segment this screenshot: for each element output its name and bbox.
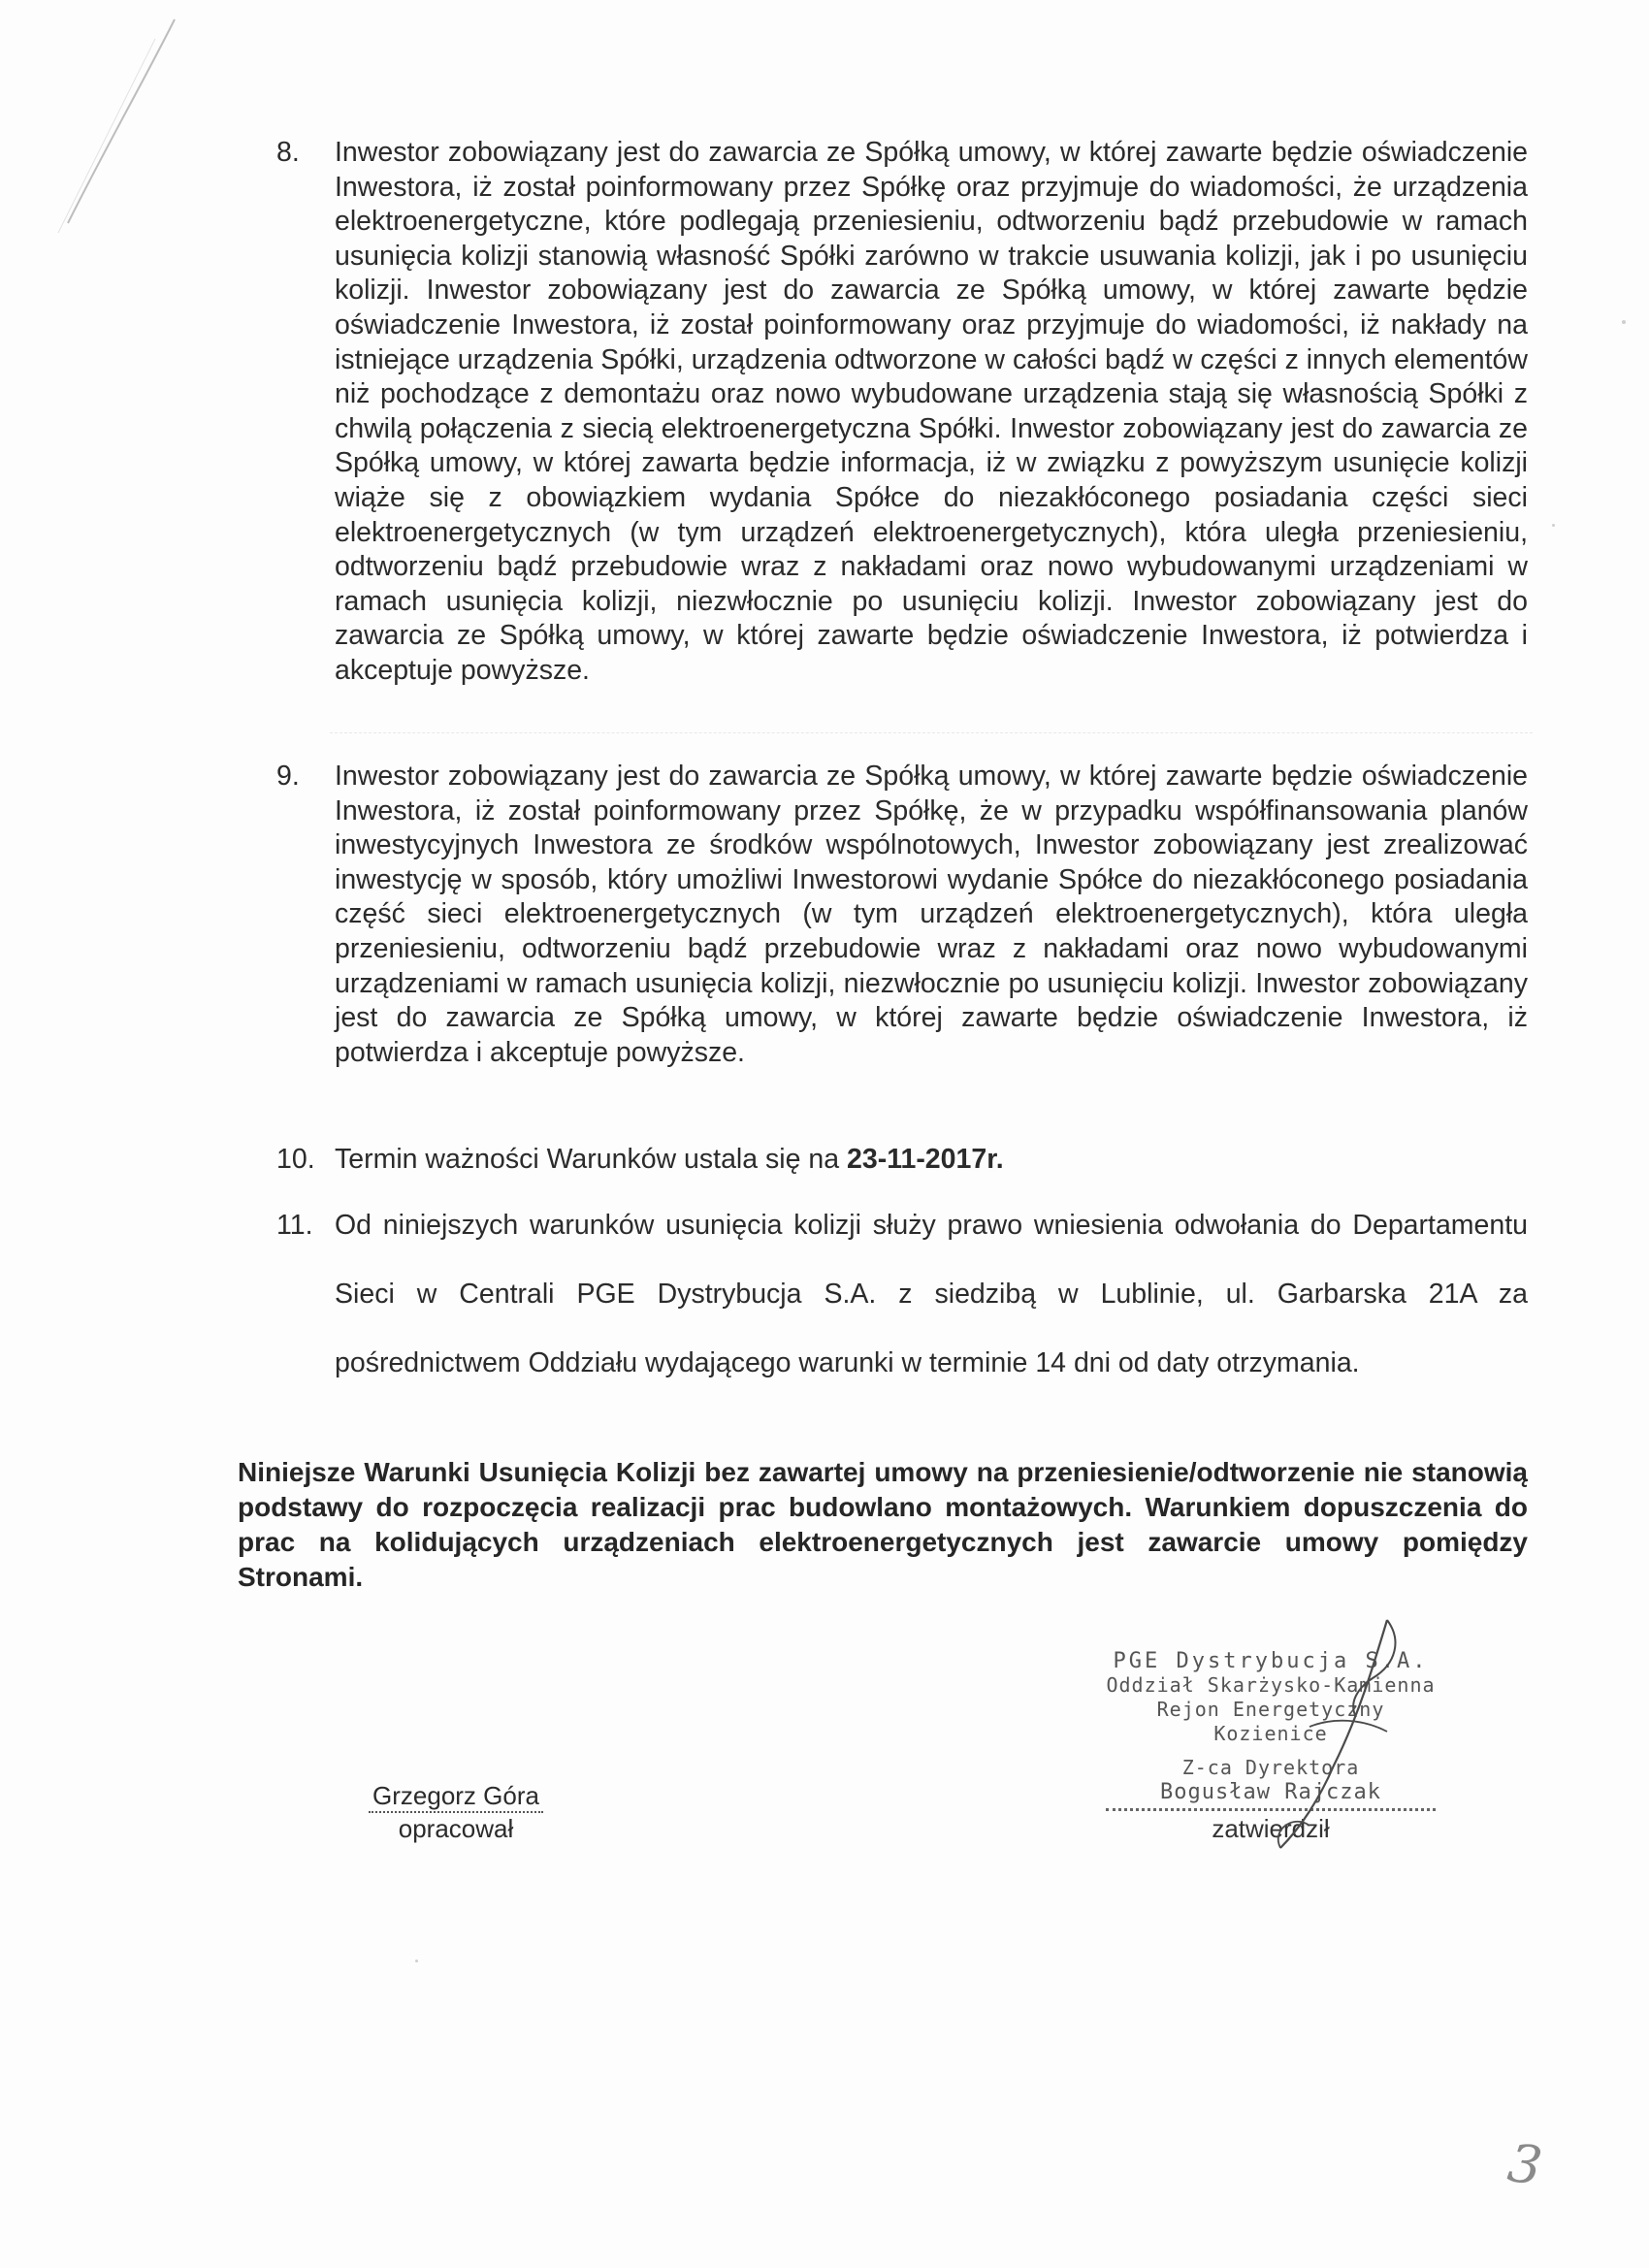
clause-text: Inwestor zobowiązany jest do zawarcia ze Spółką umowy, w której zawarte będzie oświadczenie Inwestora, iż został poinformowany przez Spółkę, że w przypadku współfinansowania planów inwestycyjnych Inwestora ze środków wspólnotowych, Inwestor zobowiązany jest zrealizować inwestycję w sposób, który umożliwi Inwestorowi wydanie Spółce do niezakłóconego posiadania część sieci elektroenergetycznych (w tym urządzeń elektroenergetycznych), która uległa przeniesieniu, odtworzeniu bądź przebudowie wraz z nakładami oraz nowo wybudowanymi urządzeniami w ramach usunięcia kolizji, niezwłocznie po usunięciu kolizji. Inwestor zobowiązany jest do zawarcia ze Spółką umowy, w której zawarte będzie oświadczenie Inwestora, iż potwierdza i akceptuje powyższe. (335, 761, 1528, 1068)
clause-8 (276, 136, 1528, 689)
approved-by-label: zatwierdził (1212, 1814, 1330, 1843)
scan-artifact-line (330, 732, 1533, 733)
clause-10 (276, 1143, 1528, 1178)
prepared-by-name: Grzegorz Góra (369, 1780, 543, 1813)
clause-number: 8. (276, 137, 300, 168)
clause-text: Inwestor zobowiązany jest do zawarcia ze Spółką umowy, w której zawarte będzie oświadczenie Inwestora, iż został poinformowany przez Spółkę oraz przyjmuje do wiadomości, że urządzenia elektroenergetyczne, które podlegają przeniesieniu, odtworzeniu bądź przebudowie w ramach usunięcia kolizji stanowią własność Spółki zarówno w trakcie usuwania kolizji, jak i po usunięciu kolizji. Inwestor zobowiązany jest do zawarcia ze Spółką umowy, w której zawarte będzie oświadczenie Inwestora, iż został poinformowany oraz przyjmuje do wiadomości, iż nakłady na istniejące urządzenia Spółki, urządzenia odtworzone w całości bądź w części z innych elementów niż pochodzące z demontażu oraz nowo wybudowane urządzenia stają się własnością Spółki z chwilą połączenia z siecią elektroenergetyczna Spółki. Inwestor zobowiązany jest do zawarcia ze Spółką umowy, w której zawarta będzie informacja, iż w związku z powyższym usunięcie kolizji wiąże się z obowiązkiem wydania Spółce do niezakłóconego posiadania części sieci elektroenergetycznych (w tym urządzeń elektroenergetycznych), która uległa przeniesieniu, odtworzeniu bądź przebudowie wraz z nakładami oraz nowo wybudowanymi urządzeniami w ramach usunięcia kolizji, niezwłocznie po usunięciu kolizji. Inwestor zobowiązany jest do zawarcia ze Spółką umowy, w której zawarte będzie oświadczenie Inwestora, iż potwierdza i akceptuje powyższe. (335, 137, 1528, 686)
scan-speck (1622, 320, 1626, 324)
stamp-name: Bogusław Rajczak (1160, 1780, 1381, 1804)
clause-text: Od niniejszych warunków usunięcia kolizji służy prawo wniesienia odwołania do Departamentu Sieci w Centrali PGE Dystrybucja S.A. z siedzibą w Lublinie, ul. Garbarska 21A za pośrednictwem Oddziału wydającego warunki w terminie 14 dni od daty otrzymania. (335, 1210, 1528, 1378)
scan-speck (1552, 524, 1555, 527)
prepared-by-block (330, 1780, 582, 1844)
handwritten-signature (1164, 1610, 1455, 1863)
scan-edge-mark (0, 0, 194, 252)
stamp-region: Rejon Energetyczny Kozienice (1156, 1698, 1385, 1745)
clause-number: 10. (276, 1144, 315, 1175)
clause-11 (276, 1209, 1528, 1398)
clause-number: 9. (276, 761, 300, 792)
validity-text: Termin ważności Warunków ustala się na (335, 1144, 847, 1175)
page-number: 3 (1504, 2131, 1546, 2198)
clause-9 (276, 760, 1528, 1070)
bold-notice: Niniejsze Warunki Usunięcia Kolizji bez zawartej umowy na przeniesienie/odtworzenie nie stanowią podstawy do rozpoczęcia realizacji prac budowlano montażowych. Warunkiem dopuszczenia do prac na kolidujących urządzeniach elektroenergetycznych jest zawarcie umowy pomiędzy Stronami. (238, 1457, 1528, 1592)
scan-speck (415, 1960, 418, 1962)
stamp-branch: Oddział Skarżysko-Kamienna (1106, 1673, 1436, 1697)
validity-date: 23-11-2017r. (847, 1144, 1004, 1175)
clause-number: 11. (276, 1210, 313, 1241)
stamp-company: PGE Dystrybucja S.A. (1113, 1649, 1429, 1673)
clause-text (335, 1143, 1528, 1178)
stamp-role: Z-ca Dyrektora (1181, 1756, 1360, 1779)
prepared-by-label: opracował (398, 1814, 514, 1843)
